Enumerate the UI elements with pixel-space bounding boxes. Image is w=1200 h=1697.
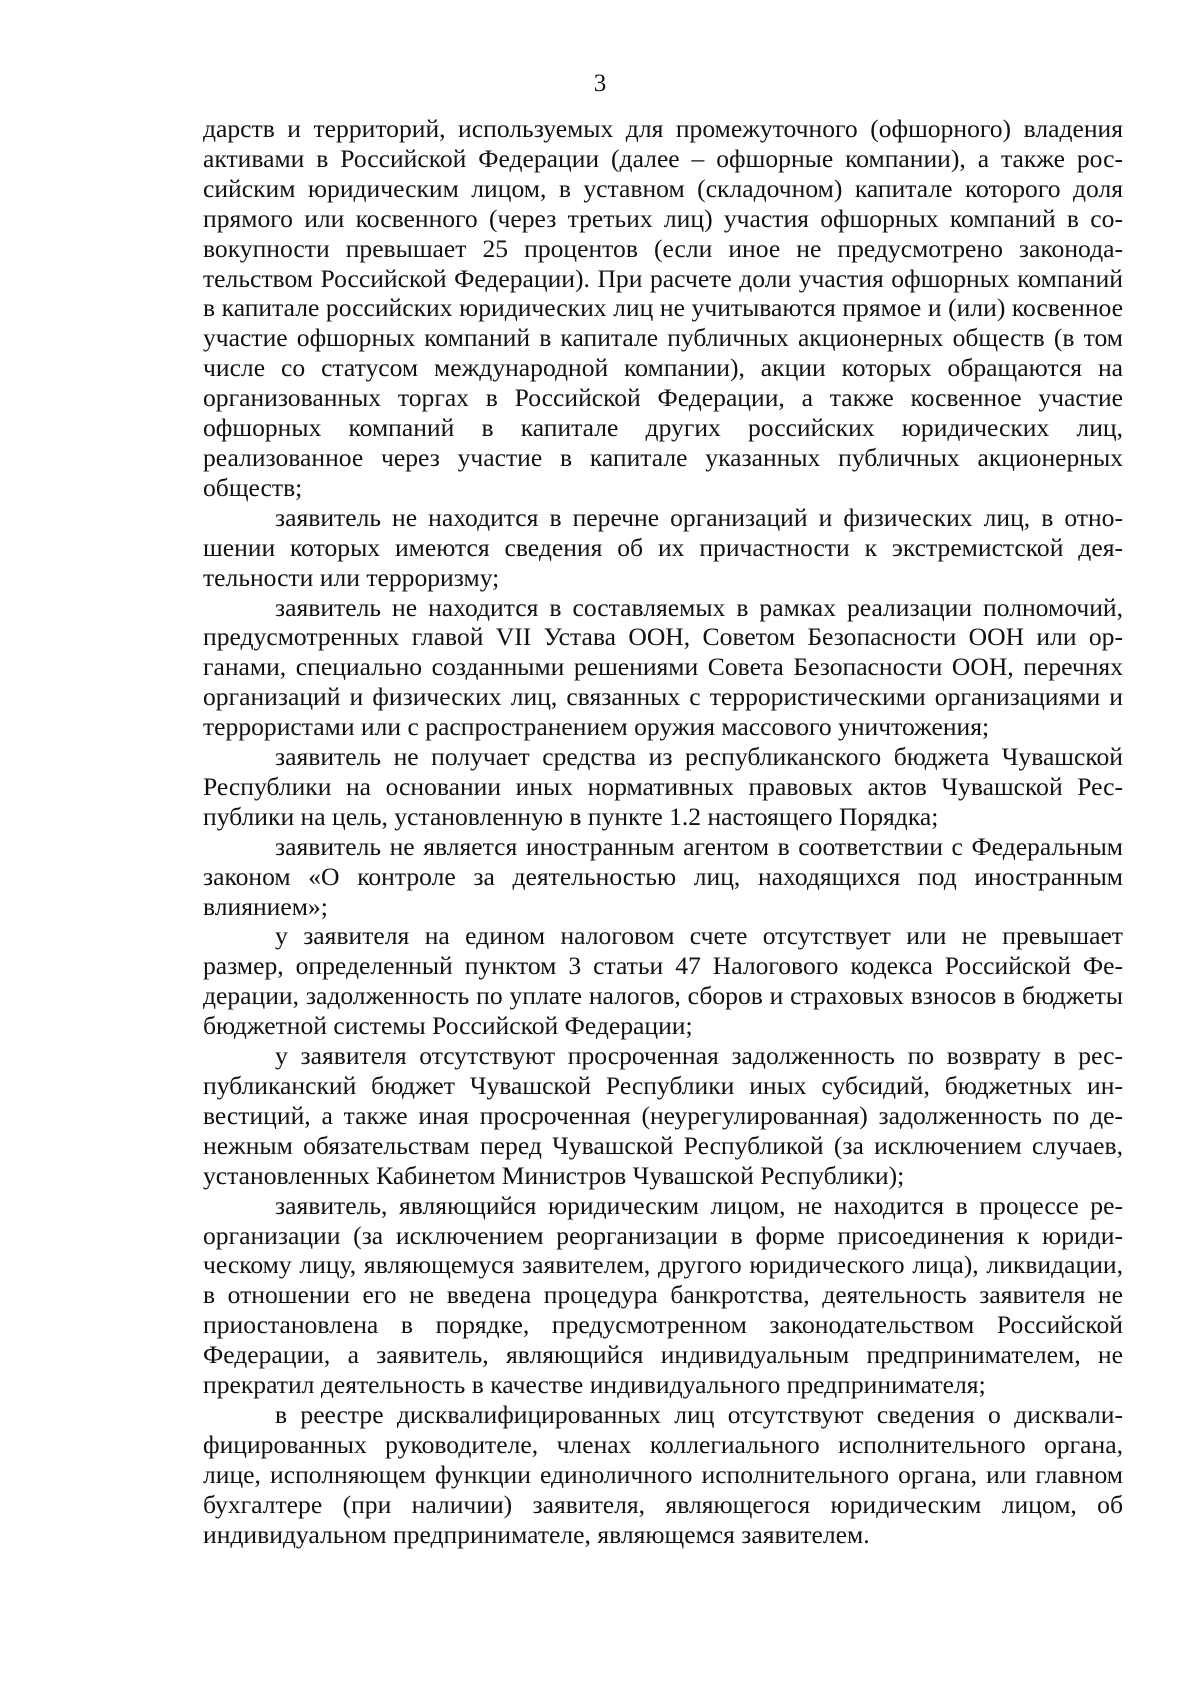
page-number: 3: [593, 70, 607, 97]
document-body: [203, 114, 1123, 1550]
paragraph-tax-debt: у заявителя на едином налоговом счете отсутствует или не превышает размер, определенный пунктом 3 статьи 47 Налогового кодекса Российской Федерации, задолженность по уплате налогов, сборов и страховых взносов в бюджеты бюджетной системы Российской Федерации;: [203, 921, 1123, 1041]
paragraph-no-other-funding: заявитель не получает средства из республиканского бюджета Чувашской Республики на основании иных нормативных правовых актов Чувашской Республики на цель, установленную в пункте 1.2 настоящего Порядка;: [203, 742, 1123, 831]
paragraph-disqualified-persons: в реестре дисквалифицированных лиц отсутствуют сведения о дисквалифицированных руководителе, членах коллегиального исполнительного органа, лице, исполняющем функции единоличного исполнительного органа, или главном бухгалтере (при наличии) заявителя, являющегося юридическим лицом, об индивидуальном предпринимателе, являющемся заявителем.: [203, 1399, 1123, 1549]
paragraph-extremism-list: заявитель не находится в перечне организаций и физических лиц, в отношении которых имеются сведения об их причастности к экстремистской деятельности или терроризму;: [203, 502, 1123, 592]
paragraph-overdue-debt: у заявителя отсутствуют просроченная задолженность по возврату в республиканский бюджет Чувашской Республики иных субсидий, бюджетных инвестиций, а также иная просроченная (неурегулированная) задолженность по денежным обязательствам перед Чувашской Республикой (за исключением случаев, установленных Кабинетом Министров Чувашской Республики);: [203, 1041, 1123, 1190]
paragraph-offshore-continuation: дарств и территорий, используемых для промежуточного (офшорного) владения активами в Российской Федерации (далее – офшорные компании), а также российским юридическим лицом, в уставном (складочном) капитале которого доля прямого или косвенного (через третьих лиц) участия офшорных компаний в совокупности превышает 25 процентов (если иное не предусмотрено законодательством Российской Федерации). При расчете доли участия офшорных компаний в капитале российских юридических лиц не учитываются прямое и (или) косвенное участие офшорных компаний в капитале публичных акционерных обществ (в том числе со статусом международной компании), акции которых обращаются на организованных торгах в Российской Федерации, а также косвенное участие офшорных компаний в капитале других российских юридических лиц, реализованное через участие в капитале указанных публичных акционерных обществ;: [203, 114, 1123, 502]
paragraph-reorganization: заявитель, являющийся юридическим лицом, не находится в процессе реорганизации (за исключением реорганизации в форме присоединения к юридическому лицу, являющемуся заявителем, другого юридического лица), ликвидации, в отношении его не введена процедура банкротства, деятельность заявителя не приостановлена в порядке, предусмотренном законодательством Российской Федерации, а заявитель, являющийся индивидуальным предпринимателем, не прекратил деятельность в качестве индивидуального предпринимателя;: [203, 1190, 1123, 1400]
paragraph-un-sanctions-list: заявитель не находится в составляемых в рамках реализации полномочий, предусмотренных главой VII Устава ООН, Советом Безопасности ООН или органами, специально созданными решениями Совета Безопасности ООН, перечнях организаций и физических лиц, связанных с террористическими организациями и террористами или с распространением оружия массового уничтожения;: [203, 592, 1123, 742]
paragraph-foreign-agent: заявитель не является иностранным агентом в соответствии с Федеральным законом «О контроле за деятельностью лиц, находящихся под иностранным влиянием»;: [203, 831, 1123, 921]
